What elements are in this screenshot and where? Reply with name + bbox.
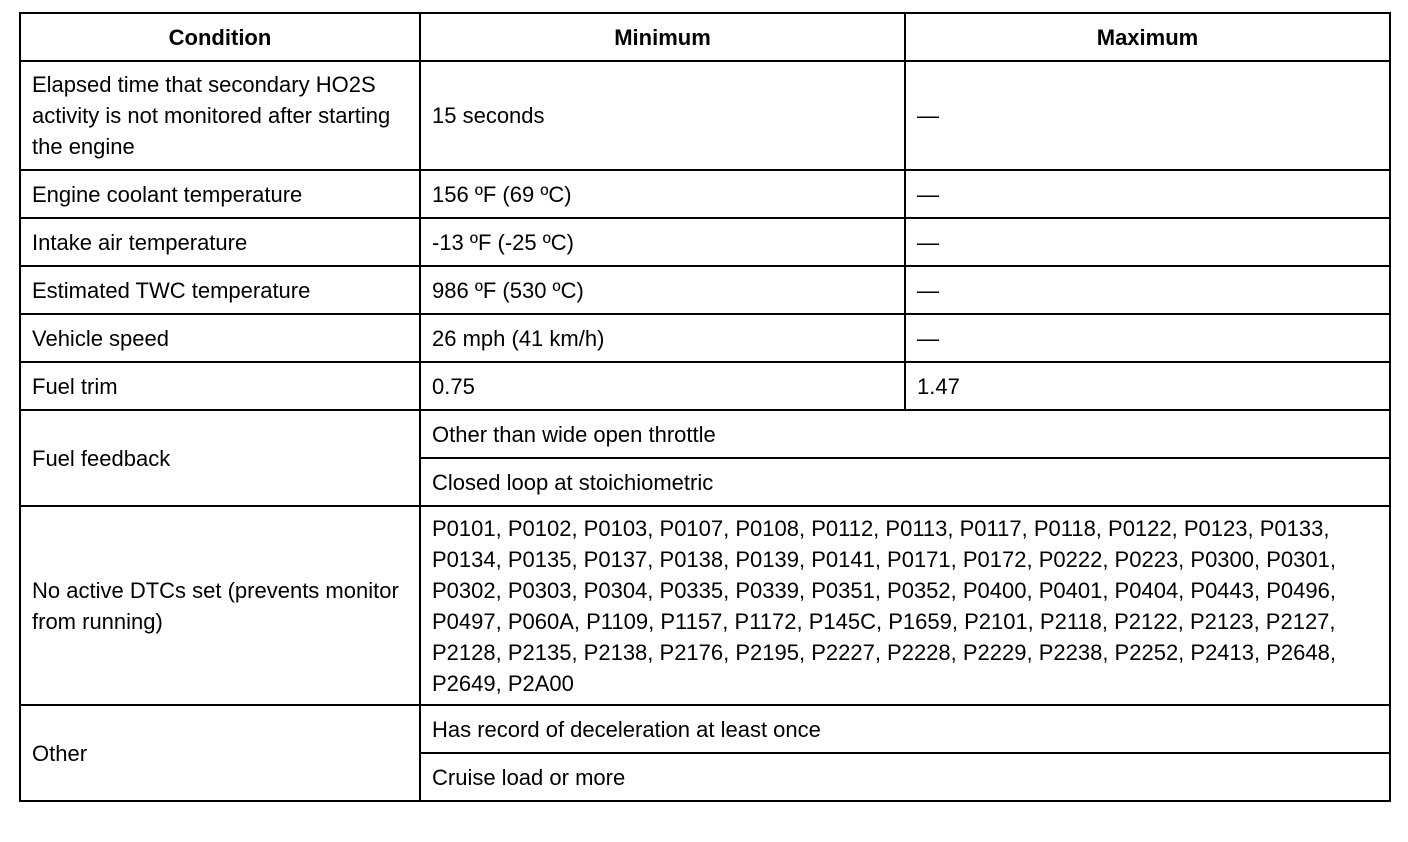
condition-cell: No active DTCs set (prevents monitor from running)	[20, 506, 420, 705]
maximum-cell: —	[905, 314, 1390, 362]
table-header-row	[20, 13, 1390, 61]
minimum-cell: 15 seconds	[420, 61, 905, 170]
minimum-cell: 986 ºF (530 ºC)	[420, 266, 905, 314]
maximum-cell: —	[905, 170, 1390, 218]
header-maximum: Maximum	[905, 13, 1390, 61]
table-row	[20, 705, 1390, 753]
conditions-table	[19, 12, 1391, 802]
condition-cell: Engine coolant temperature	[20, 170, 420, 218]
minimum-cell: -13 ºF (-25 ºC)	[420, 218, 905, 266]
table-row	[20, 362, 1390, 410]
table-row	[20, 170, 1390, 218]
condition-cell: Elapsed time that secondary HO2S activity is not monitored after starting the engine	[20, 61, 420, 170]
table-row	[20, 410, 1390, 458]
value-cell: Closed loop at stoichiometric	[420, 458, 1390, 506]
maximum-cell: 1.47	[905, 362, 1390, 410]
value-cell: Cruise load or more	[420, 753, 1390, 801]
header-condition: Condition	[20, 13, 420, 61]
condition-cell: Fuel feedback	[20, 410, 420, 506]
condition-cell: Intake air temperature	[20, 218, 420, 266]
table-row	[20, 506, 1390, 705]
table-row	[20, 218, 1390, 266]
header-minimum: Minimum	[420, 13, 905, 61]
maximum-cell: —	[905, 218, 1390, 266]
value-cell: Other than wide open throttle	[420, 410, 1390, 458]
table-row	[20, 266, 1390, 314]
minimum-cell: 26 mph (41 km/h)	[420, 314, 905, 362]
condition-cell: Other	[20, 705, 420, 801]
condition-cell: Vehicle speed	[20, 314, 420, 362]
condition-cell: Fuel trim	[20, 362, 420, 410]
value-cell: Has record of deceleration at least once	[420, 705, 1390, 753]
table-row	[20, 314, 1390, 362]
maximum-cell: —	[905, 61, 1390, 170]
minimum-cell: 156 ºF (69 ºC)	[420, 170, 905, 218]
minimum-cell: 0.75	[420, 362, 905, 410]
maximum-cell: —	[905, 266, 1390, 314]
condition-cell: Estimated TWC temperature	[20, 266, 420, 314]
dtc-list-cell: P0101, P0102, P0103, P0107, P0108, P0112, P0113, P0117, P0118, P0122, P0123, P0133, P0134, P0135, P0137, P0138, P0139, P0141, P0171, P0172, P0222, P0223, P0300, P0301, P0302, P0303, P0304, P0335, P0339, P0351, P0352, P0400, P0401, P0404, P0443, P0496, P0497, P060A, P1109, P1157, P1172, P145C, P1659, P2101, P2118, P2122, P2123, P2127, P2128, P2135, P2138, P2176, P2195, P2227, P2228, P2229, P2238, P2252, P2413, P2648, P2649, P2A00	[420, 506, 1390, 705]
table-row	[20, 61, 1390, 170]
